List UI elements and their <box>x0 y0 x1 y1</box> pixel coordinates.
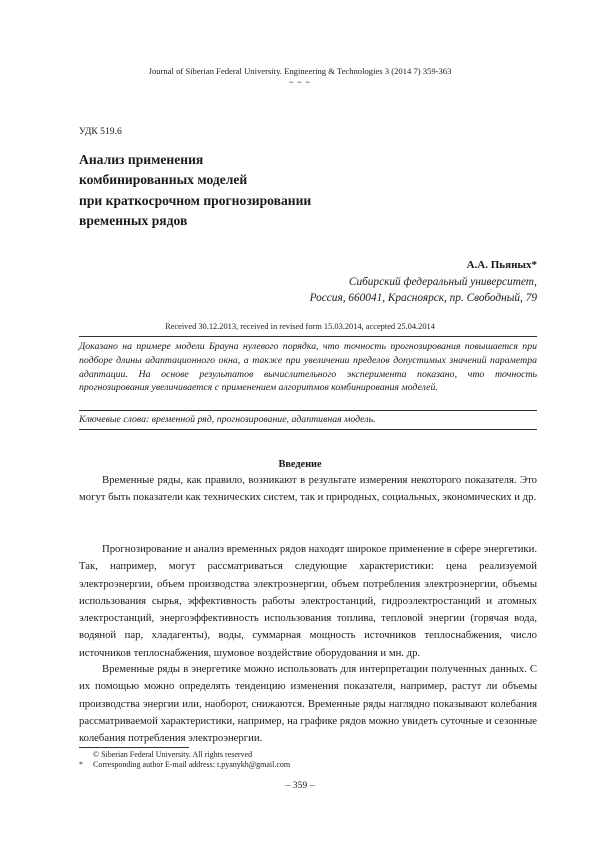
article-title <box>79 150 409 232</box>
title-line: комбинированных моделей <box>79 172 248 188</box>
affiliation-line: Россия, 660041, Красноярск, пр. Свободный, 79 <box>309 291 537 304</box>
keywords-bottom-rule <box>79 429 537 430</box>
title-line: при краткосрочном прогнозировании <box>79 192 312 208</box>
section-title: Введение <box>278 459 322 470</box>
abstract-top-rule <box>79 336 537 337</box>
keywords: Ключевые слова: временной ряд, прогнозирование, адаптивная модель. <box>79 414 376 425</box>
footnote-text: Corresponding author E-mail address: t.pyanykh@gmail.com <box>93 760 291 769</box>
journal-header: Journal of Siberian Federal University. Engineering & Technologies 3 (2014 7) 359-363 <box>148 66 452 76</box>
footnote-mark: * <box>79 760 83 769</box>
body-paragraph <box>79 541 537 662</box>
affiliation-line: Сибирский федеральный университет, <box>348 276 537 288</box>
author-name: А.А. Пьяных* <box>466 259 537 271</box>
page-number: – 359 – <box>285 780 315 791</box>
header-separator: ~ ~ ~ <box>289 78 311 87</box>
title-line: Анализ применения <box>79 152 204 167</box>
udk-code: УДК 519.6 <box>79 126 122 137</box>
abstract-middle-rule <box>79 410 537 411</box>
received-dates: Received 30.12.2013, received in revised form 15.03.2014, accepted 25.04.2014 <box>165 322 435 331</box>
paragraph-text: Временные ряды, как правило, возникают в результате измерения некоторого показателя. Это могут быть показатели как технических систем, так и природных, социальных, экономических и др. <box>79 474 537 504</box>
body-paragraph <box>79 661 537 747</box>
footnote-copyright <box>79 750 252 759</box>
paragraph-text: Временные ряды в энергетике можно использовать для интерпретации полученных данных. С их помощью можно определять тенденцию изменения показателя, например, растут ли объемы производства энергии или, наоборот, снижаются. Временные ряды наглядно показывают колебания рассматриваемой характеристики, например, на графике рядов можно увидеть суточные и сезонные колебания потребления электроэнергии. <box>79 663 537 745</box>
author-affiliation <box>310 275 537 306</box>
footnote-rule <box>79 747 189 748</box>
title-line: временных рядов <box>79 213 188 229</box>
paragraph-text: Прогнозирование и анализ временных рядов находят широкое применение в сфере энергетики. Так, например, могут рассматриваться следующие характеристики: цена реализуемой электроэнергии, объем производства электроэнергии, объем потребления электроэнергии, объемы использования сырья, эффективность работы электростанций, гидроэлектростанций и атомных электростанций, энергоэффективность использования топлива, тепловой энергии (горячая вода, водяной пар, хладагенты), воды, суммарная мощность источников теплоснабжения, число источников теплоснабжения, шумовое воздействие оборудования и мн. др. <box>79 543 537 659</box>
footnote-text: © Siberian Federal University. All rights reserved <box>93 750 253 759</box>
footnote-corresponding <box>79 760 290 769</box>
abstract: Доказано на примере модели Брауна нулевого порядка, что точность прогнозирования повышается при подборе длины адаптационного окна, а также при увеличении пределов допустимых значений параметра адаптации. На основе результатов вычислительного эксперимента показано, что точность прогнозирования увеличивается с применением алгоритмов комбинирования моделей. <box>79 341 537 394</box>
body-paragraph <box>79 472 537 507</box>
